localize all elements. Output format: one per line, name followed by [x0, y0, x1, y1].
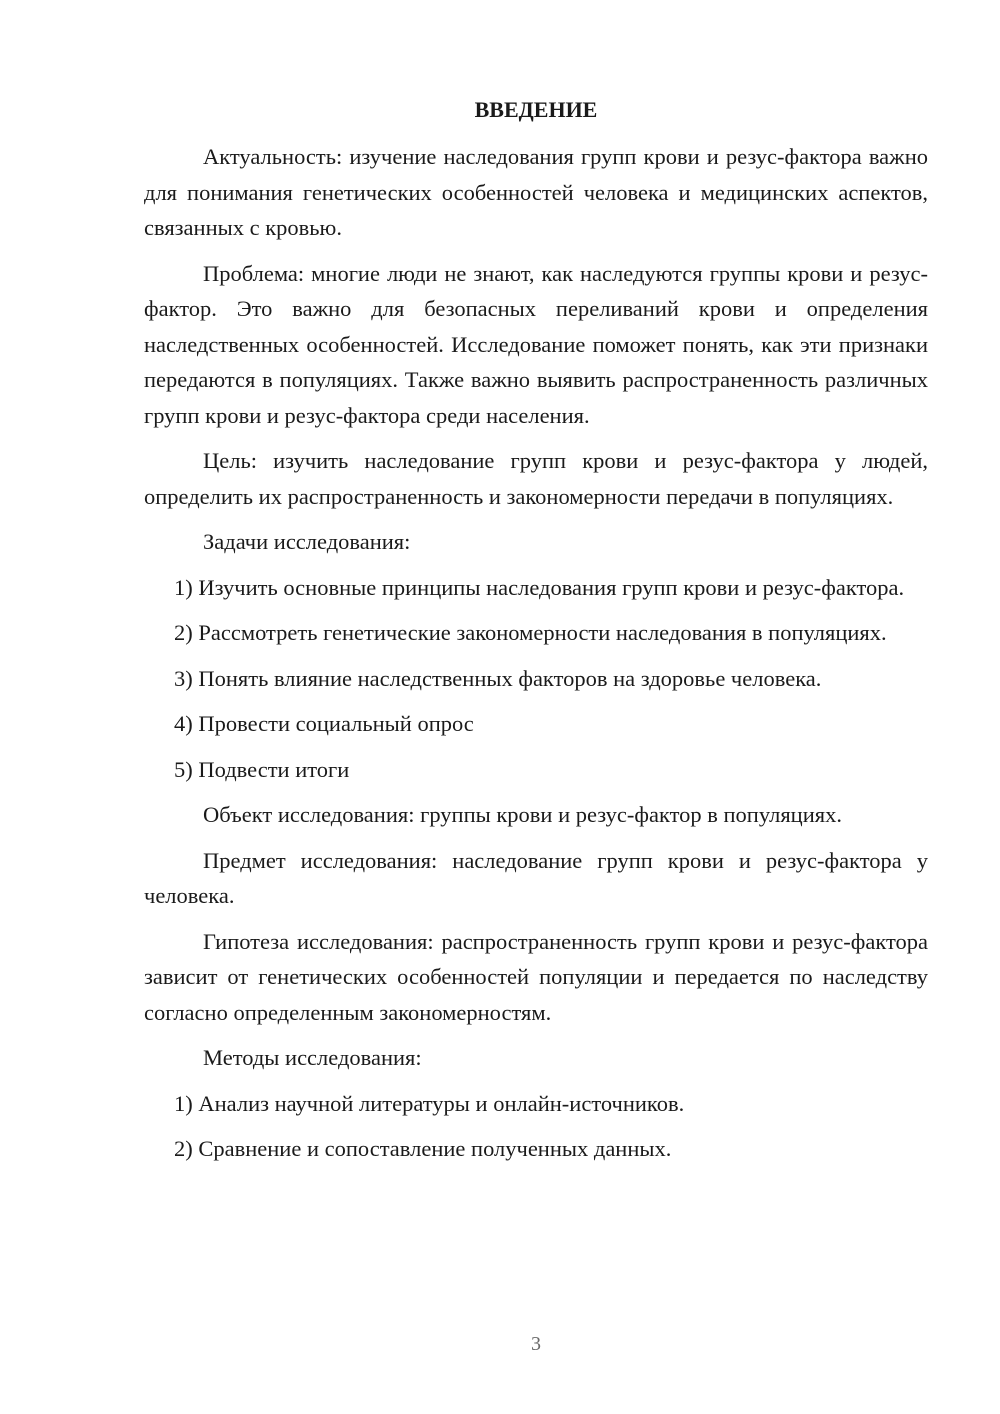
task-item-1: 1) Изучить основные принципы наследования групп крови и резус-фактора. [174, 574, 905, 600]
task-item-3: 3) Понять влияние наследственных факторов на здоровье человека. [174, 665, 822, 691]
relevance-paragraph: Актуальность: изучение наследования групп крови и резус-фактора важно для понимания генетических особенностей человека и медицинских аспектов, связанных с кровью. [144, 144, 928, 240]
page-number: 3 [531, 1333, 541, 1355]
goal-paragraph: Цель: изучить наследование групп крови и резус-фактора у людей, определить их распространенность и закономерности передачи в популяциях. [144, 448, 928, 509]
methods-heading: Методы исследования: [203, 1045, 422, 1070]
method-item-1: 1) Анализ научной литературы и онлайн-источников. [174, 1090, 685, 1116]
task-item-2: 2) Рассмотреть генетические закономерности наследования в популяциях. [174, 620, 887, 645]
problem-paragraph: Проблема: многие люди не знают, как наследуются группы крови и резус-фактор. Это важно для безопасных переливаний крови и определения наследственных особенностей. Исследование поможет понять, как эти признаки передаются в популяциях. Также важно выявить распространенность различных групп крови и резус-фактора среди населения. [144, 260, 928, 428]
task-item-5: 5) Подвести итоги [174, 756, 350, 782]
page-content [144, 92, 928, 1167]
tasks-heading: Задачи исследования: [203, 529, 411, 554]
section-title: ВВЕДЕНИЕ [474, 97, 598, 122]
hypothesis-paragraph: Гипотеза исследования: распространенность групп крови и резус-фактора зависит от генетических особенностей популяции и передается по наследству согласно определенным закономерностям. [144, 928, 928, 1025]
subject-paragraph: Предмет исследования: наследование групп крови и резус-фактора у человека. [144, 847, 928, 908]
object-paragraph: Объект исследования: группы крови и резус-фактор в популяциях. [203, 802, 842, 827]
task-item-4: 4) Провести социальный опрос [174, 711, 474, 736]
method-item-2: 2) Сравнение и сопоставление полученных данных. [174, 1136, 672, 1161]
